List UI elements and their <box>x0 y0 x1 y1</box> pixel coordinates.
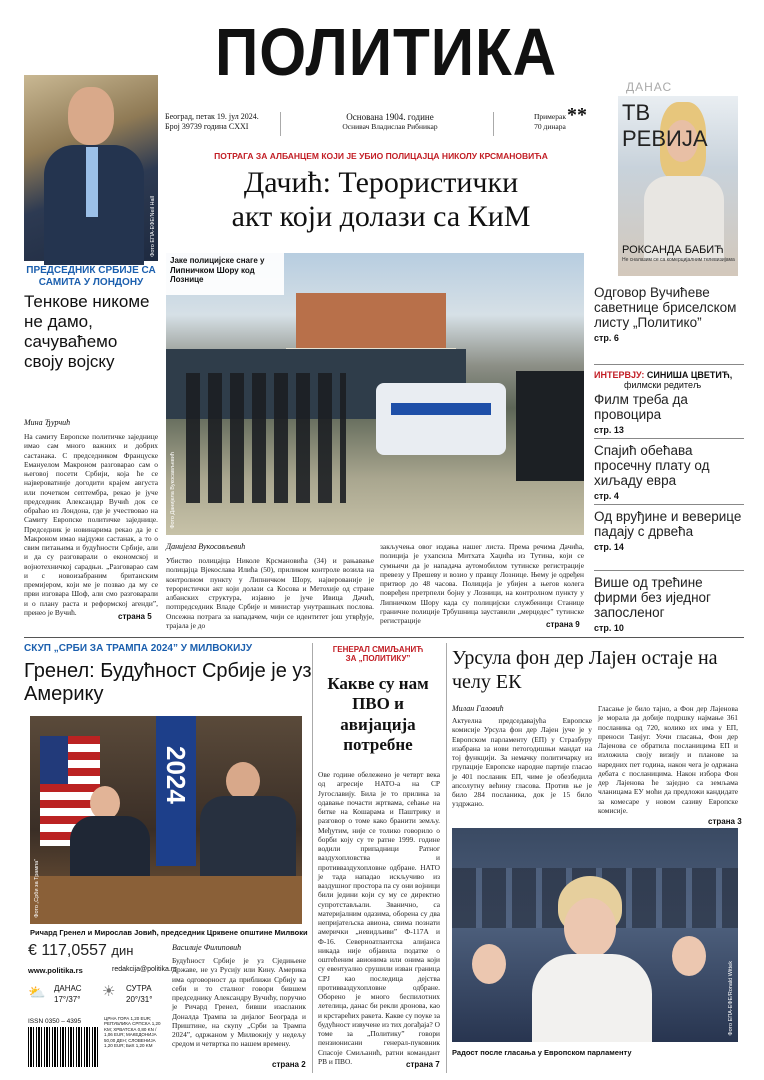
email-link[interactable]: redakcija@politika.rs <box>112 966 177 973</box>
ursula-col1: Актуелна председавајућа Европске комисије Урсула фон дер Лајен јуче је у Европском парламенту (ЕП) у Стразбуру изабрана за нови петогодишњи мандат на тој функцији. За немачку политичарку из групације Европске народне партије гласао је 401 посланик ЕП, чиме је обезбедила апсолутну већину гласова. Против ње је било 284 посланика, док је 15 било уздржано. <box>452 716 592 809</box>
masthead-title: ПОЛИТИКА <box>215 15 558 90</box>
regional-prices: ЦРНА ГОРА 1,20 EUR; РЕПУБЛИКА СРПСКА 1,20 KM; ХРВАТСКА 0,80 KN / 1,06 EUR; МАКЕДОНИЈА 50,00 ДЕН; СЛОВЕНИЈА 1,20 EUR; БиХ 1,20 KM <box>104 1016 161 1048</box>
copy-label: Примерак <box>534 112 566 121</box>
sidebar-item-1[interactable]: Одговор Вучићеве саветнице бриселском листу „Политико” стр. 6 <box>594 285 737 343</box>
grenell-photo <box>30 716 302 924</box>
grenell-photo-caption: Ричард Гренел и Мирослав Јовић, председник Црквене општине Милвоки <box>30 928 308 937</box>
sidebar-item-5[interactable]: Више од трећине фирми без иједног запосленог стр. 10 <box>594 575 711 633</box>
tv-promo-label: ДАНАС <box>626 80 673 94</box>
grenell-kicker: СКУП „СРБИ ЗА ТРАМПА 2024” У МИЛВОКИЈУ <box>24 643 253 654</box>
issue-line: Број 39739 година CXXI <box>165 122 249 131</box>
lead-story-author: Данијела Вукосављевић <box>166 542 246 551</box>
general-kicker: ГЕНЕРАЛ СМИЉАНИЋ ЗА „ПОЛИТИКУ” <box>332 645 424 664</box>
grenell-author: Василије Филиповић <box>172 943 242 952</box>
website-link[interactable]: www.politika.rs <box>28 966 83 975</box>
left-story-page-ref: страна 5 <box>118 612 152 621</box>
grenell-headline[interactable]: Гренел: Будућност Србије је уз Америку <box>24 660 312 705</box>
issn: ISSN 0350 – 4395 <box>28 1018 82 1025</box>
euro-rate: € 117,0557 дин <box>28 942 134 959</box>
weather-tomorrow: ☀ СУТРА 20°/31° <box>102 983 153 1004</box>
date-line: Београд, петак 19. јул 2024. <box>165 112 259 121</box>
sun-icon: ☀ <box>102 983 116 1000</box>
grenell-body: Будућност Србије је уз Сједињене Државе, не уз Русију или Кину. Америка има одговорност да приближи Србију ка себи и то сталног говори бившем председнику Александру Вучићу, поручио је Ричард Гренел, бивши изасланик Доналда Трампа за дијалог Београда и Приштине, на скупу „Срби за Трампа 2024”, одржаном у Милвокију у недељу средом и четвртка по нашем времену. <box>172 956 306 1049</box>
sidebar-item-4[interactable]: Од вруђине и веверице падају с дрвећа стр. 14 <box>594 509 742 552</box>
ursula-photo <box>452 828 738 1042</box>
sidebar-item-2[interactable]: ИНТЕРВЈУ: СИНИША ЦВЕТИЋ, филмски редитељ Филм треба да провоцира стр. 13 <box>594 370 733 436</box>
left-story-headline[interactable]: Тенкове никоме не дамо, сачуваћемо своју војску <box>24 292 150 372</box>
tv-promo-caption: Не сналазим се са комерцијалним телевизијама <box>622 257 735 263</box>
ursula-photo-credit: Фото ЕПА-ЕФЕ/Ronald Wittek <box>728 961 734 1036</box>
vucic-photo <box>24 75 158 261</box>
founded-line: Основана 1904. године <box>346 112 434 122</box>
tv-promo-person: РОКСАНДА БАБИЋ <box>622 244 724 256</box>
tv-promo-magazine: ТВ РЕВИЈА <box>622 100 708 151</box>
ursula-headline[interactable]: Урсула фон дер Лајен остаје на челу ЕК <box>452 647 718 693</box>
ursula-col2: Гласање је било тајно, а Фон дер Лајенова је морала да добије подршку најмање 361 посланика од 720, колико их има у ЕП, преноси Танјуг. Уочи гласања, Фон дер Лајенова се обратила посланицима ЕП и изложила своју визију и планове за наредних пет година, након чега је одржана дебата с посланицима. Након избора Фон дер Лајенова ће заједно са земљама чланицама ЕУ моћи да предложи кандидате за комесаре у новом сазиву Европске комисије. <box>598 704 738 815</box>
left-story-author: Мина Ђурчић <box>24 418 71 427</box>
general-body: Ове године обележено је четврт века од агресије НАТО-а на СР Југославију. Била је то прилика за одавање почасти жртвама, сећање на битке на Кошарама и Паштрику и разговор о томе како бранити земљу. Међутим, није се толико говорило о борби коју су те ратне 1999. године водили припадници Ратног ваздухопловства и противваздухопловне одбране. НАТО је тада нападао искључиво из ваздушног простора па су они војници били једини који су му се директно супротстављали. Званично, са материјалним одазима, оборена су два непријатељска авиона, свима познати амерички „невидљиви” Ф-117А и Ф-16. Северноатлантска алијанса никада није објавила податке о оштећеним авионима или онима који су евентуално срушили изван граница СРЈ као последица дејства противваздухопловне одбране. Оборено је много беспилотних летелица, данас би рекли дронова, као и крстарећих ракета. Какве су поуке за будућност извучене из тих догађаја? О томе за „Политику” говори пензионисани генерал-пуковник Спасоје Смиљанић, ратни командант РВ и ПВО. <box>318 770 440 1066</box>
lead-story-col2: закључења овог издања нашег листа. Према речима Дачића, полиција је ухапсила Митхата Хаџића из Тутина, који се сумњичи да је нападача аутомобилом тутинске регистрације превезу у Прешеву и возио у правцу Лознице. Њему је одређен притвор до 48 часова. Полиција је убијен а његов колега повређен претрпели бојну у Лозници, на контролном пункту у Липничком Шору када су полицијски службеници Станице граничне полиције Трбушница зауставили „мерцедес” тутинске регистрације <box>380 542 584 625</box>
founder-line: Оснивач Владислав Рибникар <box>342 122 438 131</box>
sidebar-item-3[interactable]: Спајић обећава просечну плату од хиљаду евра стр. 4 <box>594 443 710 501</box>
lead-story-col1: Убиство полицајца Николе Крсмановића (34) и рањавање полицајца Вјекослава Илића (50), приликом контроле возила на контролном пункту у Липничком Шору, најверованије је терористички акт који долази са Косова и Метохије од стране албанских структура, изјавио је јуче Ивица Дачић, потпредседник Владе Србије и министар унутрашњих послова. Опсежна потрага за нападачем, чији се идентитет још утврђује, трајала је до <box>166 556 374 630</box>
vucic-photo-credit: Фото ЕПА-ЕФЕ/Neil Hall <box>150 196 156 257</box>
lead-story-page-ref: страна 9 <box>546 620 580 629</box>
sun-cloud-icon: ⛅ <box>28 984 46 1000</box>
police-photo <box>166 253 584 535</box>
tv-promo[interactable] <box>604 80 740 276</box>
grenell-page-ref: страна 2 <box>272 1060 306 1069</box>
left-story-kicker: ПРЕДСЕДНИК СРБИЈЕ СА САМИТА У ЛОНДОНУ <box>26 265 156 288</box>
ursula-page-ref: страна 3 <box>708 817 742 826</box>
edition-stars: ** <box>567 104 587 126</box>
police-photo-caption: Јаке полицијске снаге у Липничком Шору код Лознице <box>170 256 265 285</box>
euro-icon: € <box>28 942 37 959</box>
lead-headline-line-2: акт који долази са КиМ <box>231 200 531 233</box>
ursula-author: Милан Галовић <box>452 704 504 713</box>
grenell-photo-credit: Фото „Срби за Трампа” <box>34 859 40 918</box>
grenell-photo-sign: 2024 <box>161 746 191 804</box>
masthead-info-bar <box>165 104 595 138</box>
police-photo-credit: Фото Данијела Вукосављевић <box>170 452 176 529</box>
lead-story-kicker: ПОТРАГА ЗА АЛБАНЦЕМ КОЈИ ЈЕ УБИО ПОЛИЦАЈЦА НИКОЛУ КРСМАНОВИЋА <box>214 151 548 161</box>
lead-story-headline[interactable] <box>166 166 596 234</box>
info-box <box>24 942 177 1072</box>
price: 70 динара <box>534 122 566 131</box>
weather-today: ⛅ ДАНАС 17°/37° <box>28 984 82 1004</box>
left-story-body: На самиту Европске политичке заједнице имао сам много важних и добрих састанака. С председником Француске Емануелом Макроном разговарао сам о његовој посети Србији, која ће се највероватније догодити крајем августа или почетком септембра, рекао је јуче председник Александар Вучић док се обраћао из Лондона, где је учествовао на Самиту Европске политичке заједнице. Председник је новинарима рекао да је с Макроном имао најдужи састанак, а то о свим питањима и будућности Србије, али и да су разговарали о економској и војнотехничкој сарадњи. „Разговарао сам и с новоизабраним британским премијером, који ме је позвао да му се први изговара Шоф, али смо разговарали и о плану раста и реформској агенди”, пренео је Вучић. <box>24 432 158 617</box>
fold-rule <box>24 637 744 638</box>
ursula-photo-caption: Радост после гласања у Европском парламенту <box>452 1048 632 1057</box>
general-headline[interactable]: Какве су нам ПВО и авијација потребне <box>327 674 429 755</box>
lead-headline-line-1: Дачић: Терористички <box>243 166 519 199</box>
barcode <box>28 1027 98 1067</box>
general-page-ref: страна 7 <box>406 1060 440 1069</box>
